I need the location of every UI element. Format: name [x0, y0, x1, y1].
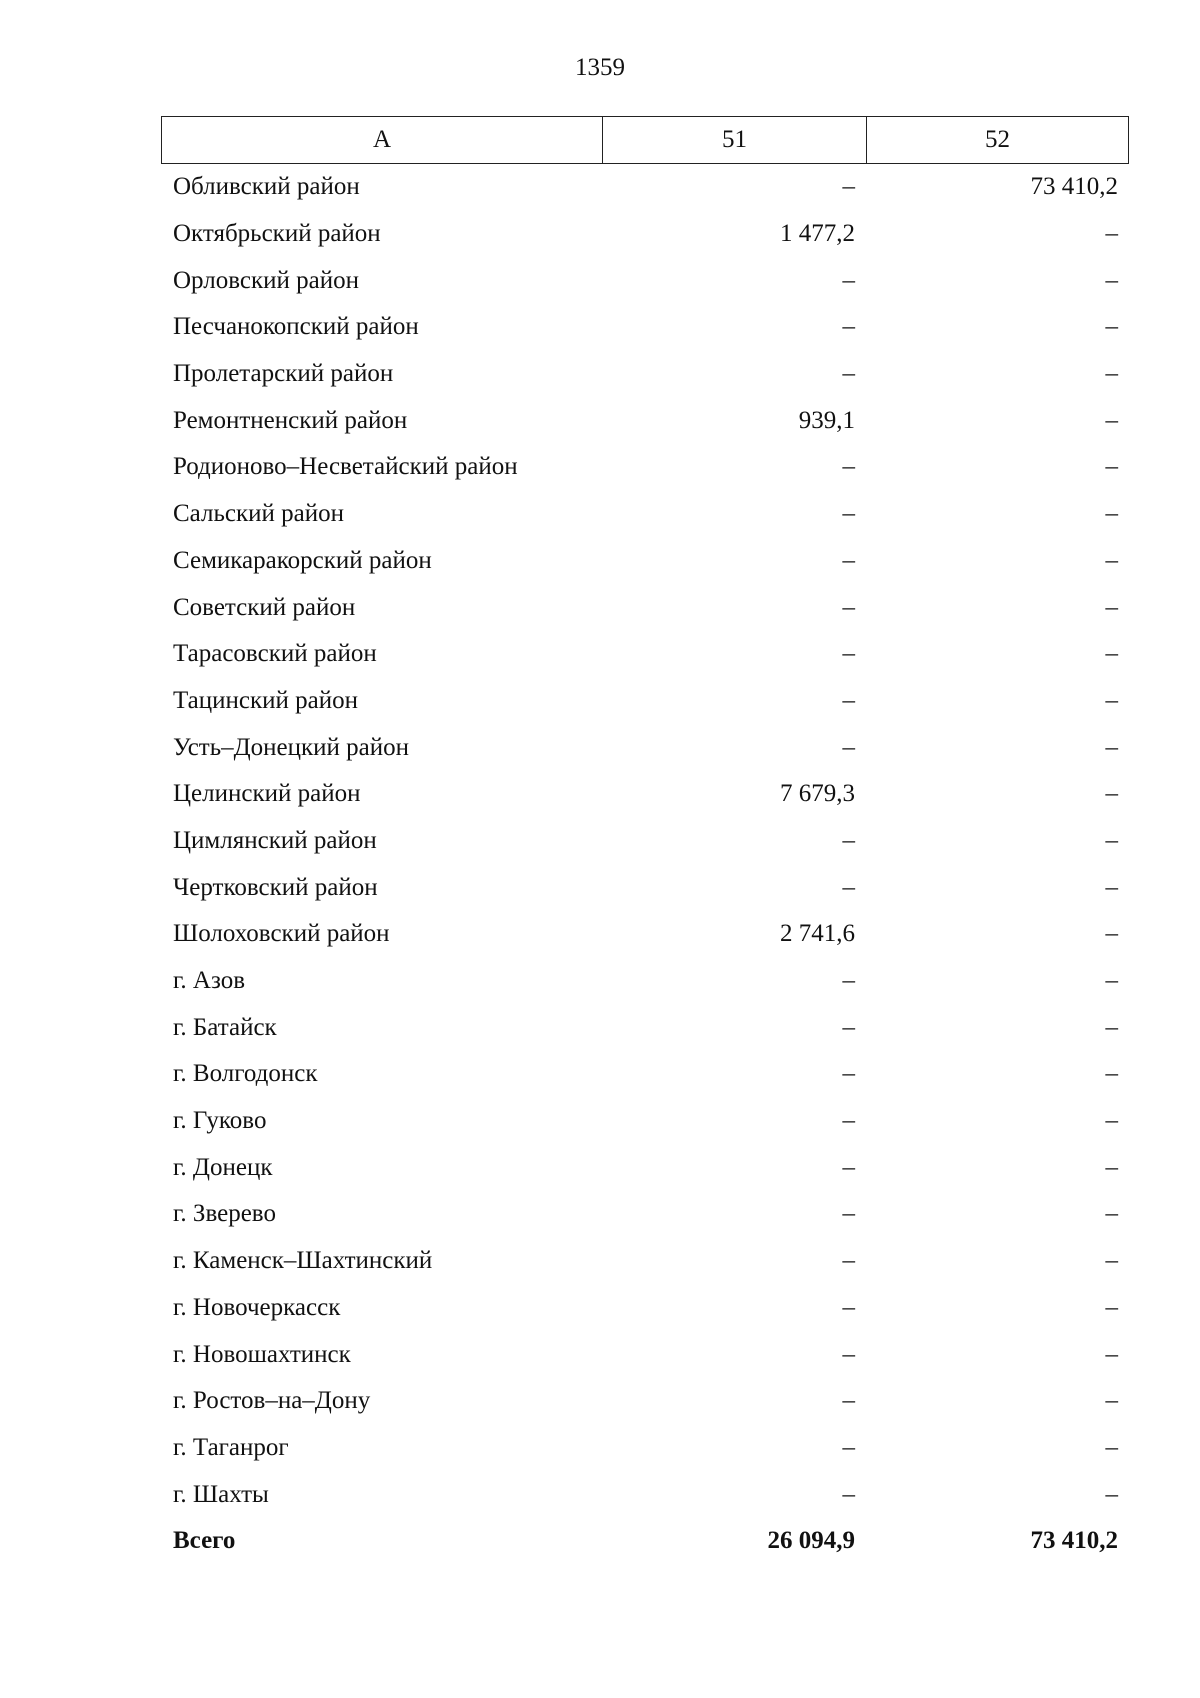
- table-row: [161, 584, 1129, 631]
- row-value-51: –: [842, 546, 855, 574]
- table-row: [161, 1285, 1129, 1332]
- row-name: Шолоховский район: [173, 920, 390, 948]
- row-name: г. Новочеркасск: [173, 1293, 341, 1321]
- row-name: г. Донецк: [173, 1153, 273, 1181]
- row-value-52: –: [1105, 1387, 1118, 1415]
- row-value-51: –: [842, 1013, 855, 1041]
- table-row: [161, 444, 1129, 491]
- table-row: [161, 818, 1129, 865]
- row-value-52: –: [1105, 266, 1118, 294]
- header-col-52: 52: [985, 126, 1010, 153]
- row-value-51: 939,1: [798, 406, 855, 434]
- row-value-51: 7 679,3: [780, 780, 855, 808]
- row-value-52: –: [1105, 1107, 1118, 1135]
- row-name: г. Волгодонск: [173, 1060, 318, 1088]
- row-value-51: –: [842, 453, 855, 481]
- row-name: г. Шахты: [173, 1480, 269, 1508]
- table-row: [161, 1051, 1129, 1098]
- table-row: [161, 864, 1129, 911]
- row-name: Орловский район: [173, 266, 359, 294]
- row-value-52: –: [1105, 780, 1118, 808]
- header-col-51: 51: [603, 117, 867, 163]
- row-value-52: –: [1105, 1480, 1118, 1508]
- row-value-51: –: [842, 1340, 855, 1368]
- row-value-51: –: [842, 1060, 855, 1088]
- table-row: [161, 771, 1129, 818]
- row-name: г. Ростов–на–Дону: [173, 1387, 371, 1415]
- row-name: Обливский район: [173, 173, 360, 201]
- row-value-52: –: [1105, 1340, 1118, 1368]
- page-number: 1359: [575, 54, 625, 81]
- row-value-51: –: [842, 640, 855, 668]
- row-value-52: –: [1105, 686, 1118, 714]
- row-value-52: –: [1105, 1200, 1118, 1228]
- total-value-51: 26 094,9: [767, 1527, 855, 1555]
- row-value-52: –: [1105, 360, 1118, 388]
- row-name: Тацинский район: [173, 686, 358, 714]
- table-row: [161, 1098, 1129, 1145]
- table-row: [161, 164, 1129, 211]
- row-value-52: 73 410,2: [1030, 173, 1118, 201]
- table-row: [161, 631, 1129, 678]
- row-name: г. Азов: [173, 967, 246, 995]
- table-row: [161, 1238, 1129, 1285]
- row-name: Родионово–Несветайский район: [173, 453, 518, 481]
- row-value-51: –: [842, 686, 855, 714]
- row-value-52: –: [1105, 1247, 1118, 1275]
- data-table: [161, 116, 1129, 1565]
- row-value-51: –: [842, 593, 855, 621]
- table-row: [161, 304, 1129, 351]
- row-name: г. Гуково: [173, 1107, 267, 1135]
- row-name: Ремонтненский район: [173, 406, 408, 434]
- row-value-51: –: [842, 266, 855, 294]
- row-name: Целинский район: [173, 780, 361, 808]
- row-value-52: –: [1105, 873, 1118, 901]
- row-value-51: –: [842, 1293, 855, 1321]
- row-value-51: 1 477,2: [780, 220, 855, 248]
- table-row: [161, 1191, 1129, 1238]
- row-name: Чертковский район: [173, 873, 378, 901]
- row-value-51: –: [842, 1433, 855, 1461]
- row-value-51: –: [842, 313, 855, 341]
- table-row: [161, 678, 1129, 725]
- row-value-51: –: [842, 360, 855, 388]
- table-row: [161, 211, 1129, 258]
- table-row: [161, 1331, 1129, 1378]
- total-label: Всего: [173, 1527, 236, 1555]
- row-value-52: –: [1105, 967, 1118, 995]
- table-row: [161, 257, 1129, 304]
- total-row: [161, 1518, 1129, 1565]
- row-name: Пролетарский район: [173, 360, 394, 388]
- row-name: г. Каменск–Шахтинский: [173, 1247, 433, 1275]
- table-row: [161, 958, 1129, 1005]
- row-value-51: –: [842, 500, 855, 528]
- row-value-52: –: [1105, 733, 1118, 761]
- row-value-52: –: [1105, 220, 1118, 248]
- row-name: г. Зверево: [173, 1200, 276, 1228]
- row-value-52: –: [1105, 313, 1118, 341]
- table-row: [161, 1004, 1129, 1051]
- table-header: [161, 116, 1129, 164]
- row-name: Советский район: [173, 593, 356, 621]
- table-row: [161, 1378, 1129, 1425]
- row-value-51: –: [842, 873, 855, 901]
- row-value-52: –: [1105, 453, 1118, 481]
- row-value-51: –: [842, 1200, 855, 1228]
- table-row: [161, 911, 1129, 958]
- table-row: [161, 351, 1129, 398]
- row-name: Усть–Донецкий район: [173, 733, 410, 761]
- table-row: [161, 724, 1129, 771]
- table-body: [161, 164, 1129, 1565]
- row-value-51: –: [842, 1387, 855, 1415]
- row-value-52: –: [1105, 593, 1118, 621]
- row-value-52: –: [1105, 640, 1118, 668]
- row-value-52: –: [1105, 1153, 1118, 1181]
- row-value-51: –: [842, 967, 855, 995]
- row-value-52: –: [1105, 1013, 1118, 1041]
- table-row: [161, 1425, 1129, 1472]
- row-name: Песчанокопский район: [173, 313, 419, 341]
- row-value-52: –: [1105, 1060, 1118, 1088]
- row-name: г. Батайск: [173, 1013, 277, 1041]
- row-name: Цимлянский район: [173, 826, 377, 854]
- table-row: [161, 491, 1129, 538]
- row-value-52: –: [1105, 826, 1118, 854]
- table-row: [161, 397, 1129, 444]
- row-name: Октябрьский район: [173, 220, 381, 248]
- row-name: г. Таганрог: [173, 1433, 289, 1461]
- row-value-52: –: [1105, 1433, 1118, 1461]
- row-value-51: –: [842, 1480, 855, 1508]
- header-col-a: А: [162, 117, 603, 163]
- row-value-51: –: [842, 733, 855, 761]
- table-row: [161, 1144, 1129, 1191]
- row-value-51: –: [842, 173, 855, 201]
- row-value-51: –: [842, 826, 855, 854]
- row-value-52: –: [1105, 920, 1118, 948]
- table-row: [161, 1471, 1129, 1518]
- row-value-51: –: [842, 1107, 855, 1135]
- row-value-52: –: [1105, 546, 1118, 574]
- row-name: г. Новошахтинск: [173, 1340, 351, 1368]
- row-name: Семикаракорский район: [173, 546, 432, 574]
- table-row: [161, 538, 1129, 585]
- total-value-52: 73 410,2: [1030, 1527, 1118, 1555]
- row-value-52: –: [1105, 406, 1118, 434]
- row-value-51: 2 741,6: [780, 920, 855, 948]
- row-value-52: –: [1105, 1293, 1118, 1321]
- row-name: Сальский район: [173, 500, 344, 528]
- row-value-51: –: [842, 1247, 855, 1275]
- row-name: Тарасовский район: [173, 640, 377, 668]
- row-value-52: –: [1105, 500, 1118, 528]
- row-value-51: –: [842, 1153, 855, 1181]
